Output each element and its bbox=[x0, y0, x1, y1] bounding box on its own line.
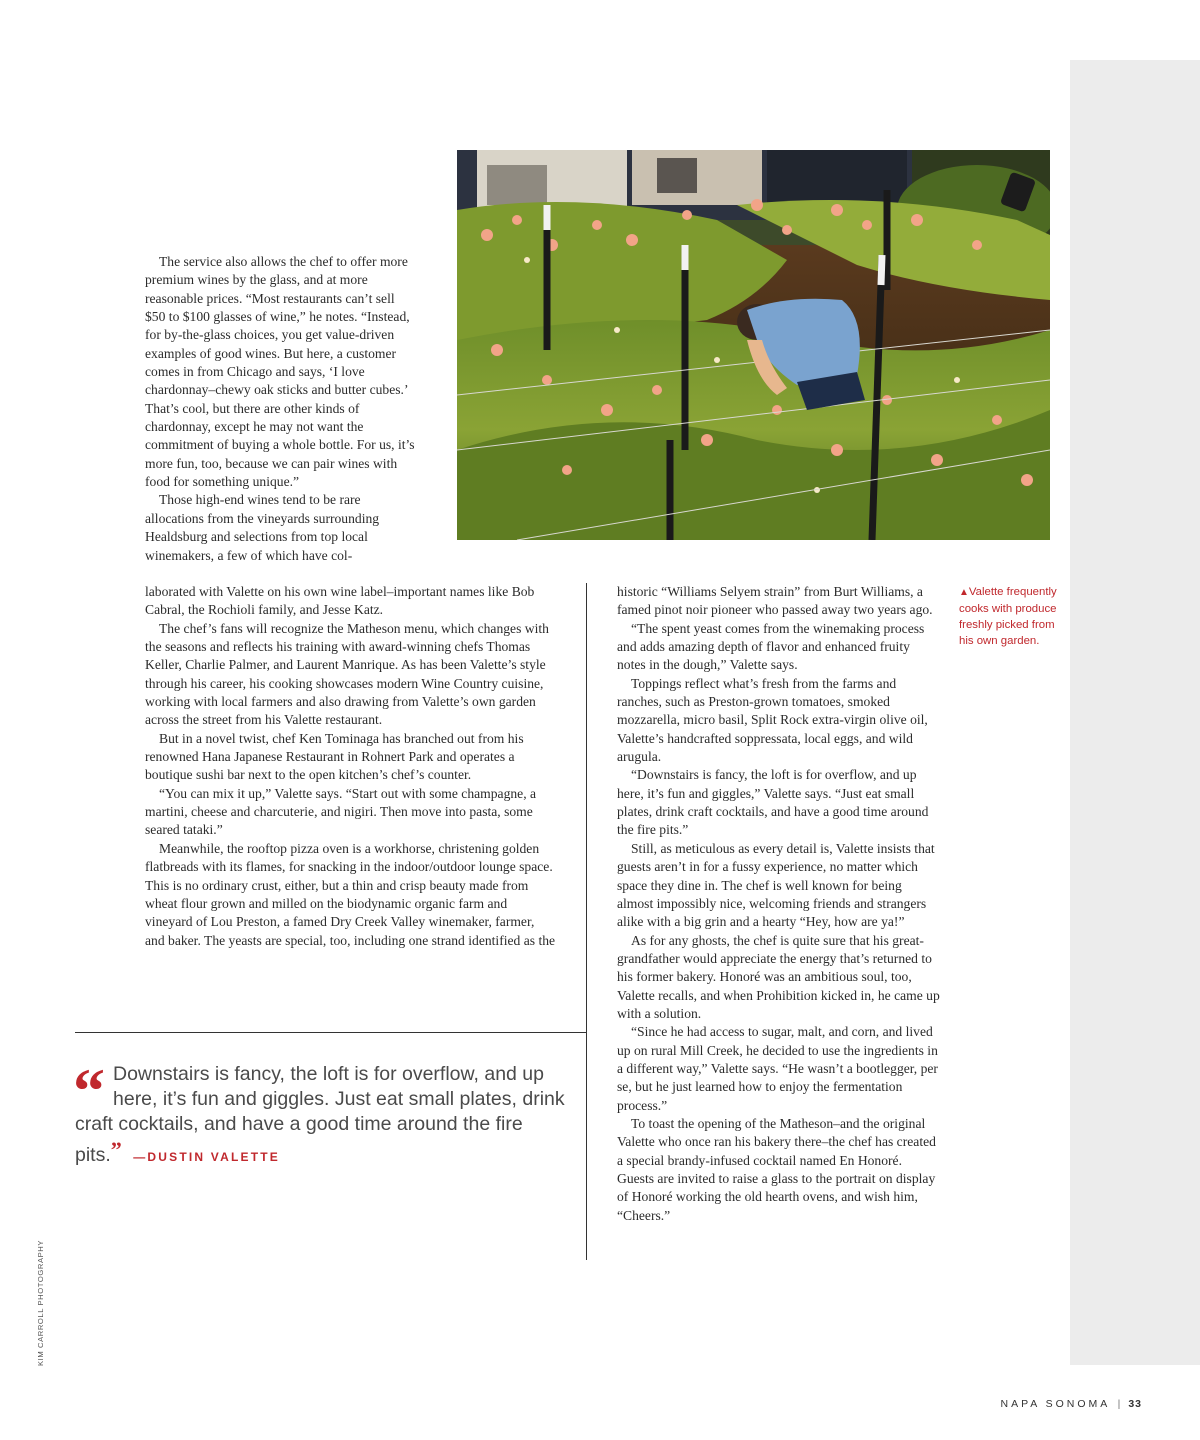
article-paragraph: The chef’s fans will recognize the Matheson menu, which changes with the seasons and reflects his training with award-winning chefs Thomas Keller, Charlie Palmer, and Laurent Manrique. As has been Valette’s style through his career, his cooking showcases modern Wine Country cuisine, working with local farmers and also drawing from Valette’s own garden across the street from his Valette restaurant. bbox=[145, 620, 549, 728]
pull-quote-attribution: —DUSTIN VALETTE bbox=[133, 1150, 280, 1164]
article-paragraph: As for any ghosts, the chef is quite sure that his great-grandfather would appreciate the energy that’s returned to his former bakery. Honoré was an ambitious soul, too, Valette recalls, and when Prohibition kicked in, he came up with a solution. bbox=[617, 932, 940, 1021]
column-divider bbox=[586, 583, 587, 1260]
open-quote-icon: “ bbox=[73, 1055, 105, 1126]
caption-text: Valette frequently cooks with produce freshly picked from his own garden. bbox=[959, 586, 1057, 647]
article-paragraph: But in a novel twist, chef Ken Tominaga has branched out from his renowned Hana Japanese Restaurant in Rohnert Park and operates a boutique sushi bar next to the open kitchen’s chef’s counter. bbox=[145, 730, 524, 783]
garden-photo bbox=[457, 150, 1050, 540]
article-paragraph: historic “Williams Selyem strain” from Burt Williams, a famed pinot noir pioneer who passed away two years ago. bbox=[617, 584, 933, 618]
pull-quote bbox=[73, 1055, 565, 1170]
page-number: 33 bbox=[1128, 1398, 1142, 1410]
page-footer bbox=[1000, 1398, 1142, 1410]
article-paragraph: laborated with Valette on his own wine label–important names like Bob Cabral, the Rochioli family, and Jesse Katz. bbox=[145, 584, 535, 618]
article-paragraph: “Downstairs is fancy, the loft is for overflow, and up here, it’s fun and giggles,” Valette says. “Just eat small plates, drink craft cocktails, and have a good time around the fire pits.” bbox=[617, 767, 929, 838]
article-paragraph: Those high-end wines tend to be rare allocations from the vineyards surrounding Healdsburg and selections from top local winemakers, a few of which have col- bbox=[145, 492, 380, 563]
caption-triangle-icon: ▲ bbox=[959, 587, 969, 598]
article-paragraph: “Since he had access to sugar, malt, and corn, and lived up on rural Mill Creek, he decided to use the ingredients in a different way,” Valette says. “He wasn’t a bootlegger, per se, but he just learned how to enjoy the fermentation process.” bbox=[617, 1024, 938, 1113]
close-quote-icon: ” bbox=[110, 1137, 122, 1162]
article-column-2 bbox=[617, 583, 940, 1225]
garden-photo-illustration bbox=[457, 150, 1050, 540]
magazine-name: NAPA SONOMA bbox=[1000, 1398, 1110, 1410]
pull-quote-text: Downstairs is fancy, the loft is for overflow, and up here, it’s fun and giggles. Just eat small plates, drink craft cocktails, and have a good time around the fire pits. bbox=[75, 1063, 565, 1166]
article-paragraph: Toppings reflect what’s fresh from the farms and ranches, such as Preston-grown tomatoes, smoked mozzarella, micro basil, Split Rock extra-virgin olive oil, Valette’s handcrafted soppressata, local eggs, and wild arugula. bbox=[617, 675, 928, 765]
article-paragraph: To toast the opening of the Matheson–and the original Valette who once ran his bakery there–the chef has created a special brandy-infused cocktail named En Honoré. Guests are invited to raise a glass to the portrait on display of Honoré working the old hearth ovens, and wish him, “Cheers.” bbox=[617, 1115, 936, 1223]
article-paragraph: Meanwhile, the rooftop pizza oven is a workhorse, christening golden flatbreads with its flames, for snacking in the indoor/outdoor lounge space. This is no ordinary crust, either, but a thin and crisp beauty made from wheat flour grown and milled on the biodynamic organic farm and vineyard of Lou Preston, a famed Dry Creek Valley winemaker, farmer, and baker. The yeasts are special, too, including one strand identified as the bbox=[145, 840, 556, 948]
footer-separator: | bbox=[1117, 1398, 1121, 1410]
article-column-1-top bbox=[145, 253, 417, 565]
article-paragraph: Still, as meticulous as every detail is, Valette insists that guests aren’t in for a fussy experience, no matter which space they dine in. The chef is well known for being almost impossibly nice, welcoming friends and strangers alike with a big grin and a hearty “Hey, how are ya!” bbox=[617, 840, 935, 930]
article-paragraph: “You can mix it up,” Valette says. “Start out with some champagne, a martini, cheese and charcuterie, and nigiri. Then move into pasta, some seared tataki.” bbox=[145, 785, 537, 838]
side-panel bbox=[1070, 60, 1200, 1365]
article-paragraph: “The spent yeast comes from the winemaking process and adds amazing depth of flavor and enhanced fruity notes in the dough,” Valette says. bbox=[617, 620, 925, 673]
photo-caption bbox=[959, 584, 1059, 649]
article-column-1-bottom bbox=[145, 583, 557, 950]
photo-credit: KIM CARROLL PHOTOGRAPHY bbox=[36, 1239, 45, 1366]
pullquote-rule bbox=[75, 1032, 586, 1033]
article-paragraph: The service also allows the chef to offer more premium wines by the glass, and at more reasonable prices. “Most restaurants can’t sell $50 to $100 glasses of wine,” he notes. “Instead, for by-the-glass choices, you get value-driven examples of good wines. But here, a customer comes in from Chicago and says, ‘I love chardonnay–chewy oak sticks and butter cubes.’ That’s cool, but there are other kinds of chardonnay, except he may not want the commitment of buying a whole bottle. For us, it’s more fun, too, because we can pair wines with food for something unique.” bbox=[145, 254, 415, 490]
